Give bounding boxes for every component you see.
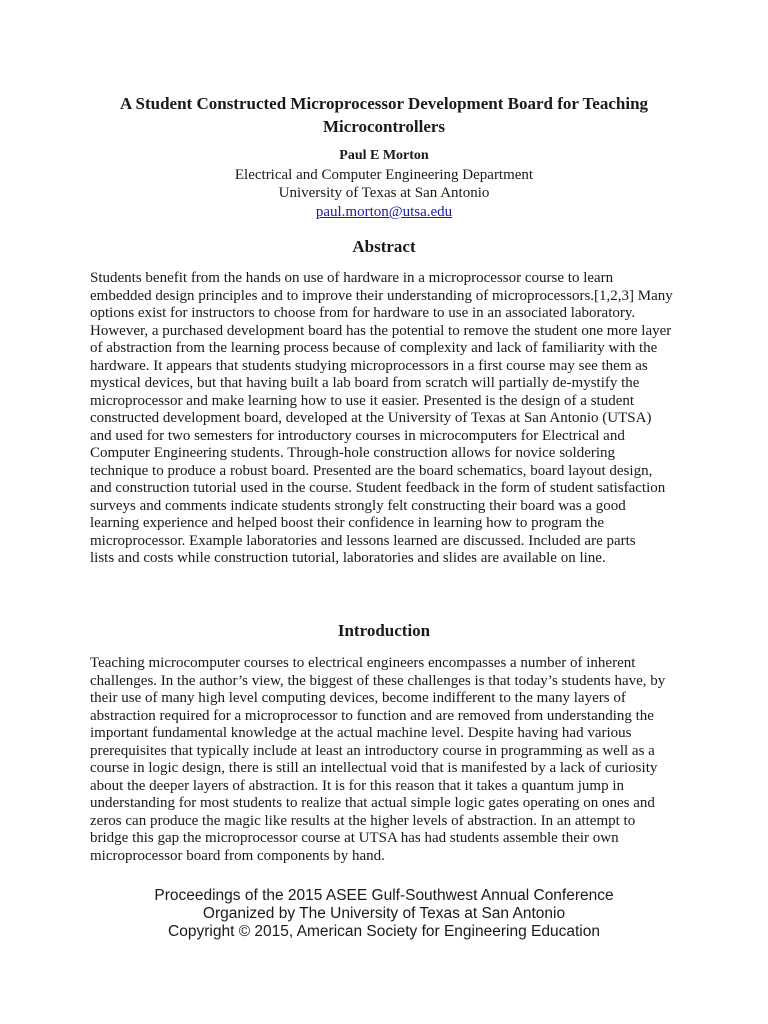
conference-footer (90, 887, 678, 941)
author-name: Paul E Morton (339, 148, 429, 163)
author-email-link[interactable]: paul.morton@utsa.edu (315, 203, 453, 220)
paper-title: A Student Constructed Microprocessor Development Board for Teaching Microcontrollers (119, 94, 649, 136)
footer-organizer-line: Organized by The University of Texas at San Antonio (202, 905, 566, 922)
author-university: University of Texas at San Antonio (278, 185, 490, 201)
author-department: Electrical and Computer Engineering Department (234, 166, 534, 183)
footer-proceedings-line: Proceedings of the 2015 ASEE Gulf-Southwest Annual Conference (154, 887, 614, 904)
abstract-heading: Abstract (352, 237, 416, 256)
introduction-text: Teaching microcomputer courses to electrical engineers encompasses a number of inherent challenges. In the author’s view, the biggest of these challenges is that today’s students have, by their use of many high level computing devices, become indifferent to the many layers of abstraction required for a microprocessor to function and are removed from understanding the important fundamental knowledge at the actual machine level. Despite having had various prerequisites that typically include at least an introductory course in programming as well as a course in logic design, there is still an intellectual void that is manifested by a lack of curiosity about the deeper layers of abstraction. It is for this reason that it takes a quantum jump in understanding for most students to realize that actual simple logic gates operating on ones and zeros can produce the magic like results at the higher levels of abstraction. In an attempt to bridge this gap the microprocessor course at UTSA has had students assemble their own microprocessor board from components by hand. (90, 655, 666, 864)
author-block (90, 147, 678, 221)
footer-copyright-line: Copyright © 2015, American Society for Engineering Education (168, 923, 600, 940)
introduction-heading: Introduction (337, 621, 431, 640)
abstract-text: Students benefit from the hands on use of hardware in a microprocessor course to learn embedded design principles and to improve their understanding of microprocessors.[1,2,3] Many options exist for instructors to choose from for hardware to use in an associated laboratory. However, a purchased development board has the potential to remove the student one more layer of abstraction from the learning process because of complexity and lack of familiarity with the hardware. It appears that students studying microprocessors in a first course may see them as mystical devices, but that having built a lab board from scratch will partially de-mystify the microprocessor and make learning how to use it easier. Presented is the design of a student constructed development board, developed at the University of Texas at San Antonio (UTSA) and used for two semesters for introductory courses in microcomputers for Electrical and Computer Engineering students. Through-hole construction allows for novice soldering technique to produce a robust board. Presented are the board schematics, board layout design, and construction tutorial used in the course. Student feedback in the form of student satisfaction surveys and comments indicate students strongly felt constructing their board was a good learning experience and helped boost their confidence in learning how to program the microprocessor. Example laboratories and lessons learned are discussed. Included are parts lists and costs while construction tutorial, laboratories and slides are available on line. (90, 270, 673, 566)
